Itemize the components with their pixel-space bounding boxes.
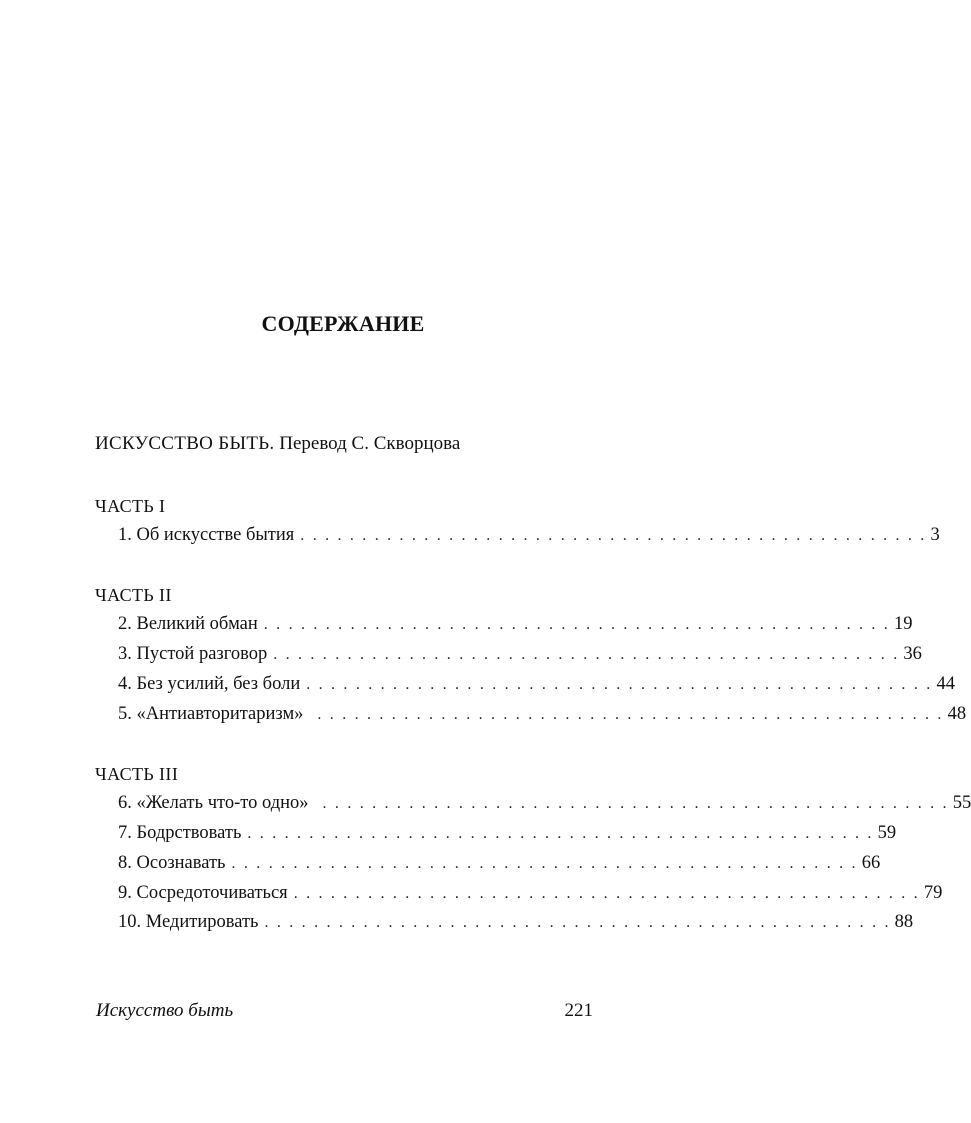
toc-entry[interactable] [118,823,897,849]
toc-entry[interactable] [118,853,881,879]
toc-entry[interactable] [118,704,967,730]
toc-entry-title: 6. «Желать что-то одно» [118,793,309,813]
toc-entry-page: 44 [936,674,955,694]
book-heading [95,433,460,455]
dot-leader: . . . . . . . . . . . . . . . . . . . . . . . . . . . . . . . . . . . . . . . . . . . . . . . . . . . [306,676,933,693]
toc-entry-page: 3 [930,525,940,545]
toc-entry-title: 7. Бодрствовать [118,823,242,843]
toc-entry-page: 59 [877,823,897,843]
toc-entry[interactable] [118,883,943,909]
part-heading-2: ЧАСТЬ II [95,585,172,605]
toc-entry[interactable] [118,912,914,938]
toc-entry-page: 36 [903,644,922,664]
toc-entry[interactable] [118,644,922,670]
dot-leader: . . . . . . . . . . . . . . . . . . . . . . . . . . . . . . . . . . . . . . . . . . . . . . . . . . . [264,914,891,931]
part-heading-1: ЧАСТЬ I [95,496,166,516]
dot-leader: . . . . . . . . . . . . . . . . . . . . . . . . . . . . . . . . . . . . . . . . . . . . . . . . . . . [263,616,890,633]
toc-entry-page: 88 [894,912,914,932]
toc-entry-page: 48 [947,704,967,724]
dot-leader: . . . . . . . . . . . . . . . . . . . . . . . . . . . . . . . . . . . . . . . . . . . . . . . . . . . [317,706,944,723]
dot-leader: . . . . . . . . . . . . . . . . . . . . . . . . . . . . . . . . . . . . . . . . . . . . . . . . . . . [293,885,920,902]
page-number: 221 [564,1000,593,1021]
book-translator: Перевод С. Скворцова [279,433,461,454]
dot-leader: . . . . . . . . . . . . . . . . . . . . . . . . . . . . . . . . . . . . . . . . . . . . . . . . . . . [273,646,900,663]
dot-leader: . . . . . . . . . . . . . . . . . . . . . . . . . . . . . . . . . . . . . . . . . . . . . . . . . . . [300,527,927,544]
toc-entry[interactable] [118,793,971,819]
toc-entry-title: 8. Осознавать [118,853,226,873]
toc-entry-title: 10. Медитировать [118,912,259,932]
toc-entry-title: 1. Об искусстве бытия [118,525,295,545]
page-title: СОДЕРЖАНИЕ [261,311,425,336]
toc-entry-page: 19 [893,614,913,634]
toc-entry-title: 2. Великий обман [118,614,258,634]
dot-leader: . . . . . . . . . . . . . . . . . . . . . . . . . . . . . . . . . . . . . . . . . . . . . . . . . . . [231,855,858,872]
toc-entry-title: 9. Сосредоточиваться [118,883,288,903]
dot-leader: . . . . . . . . . . . . . . . . . . . . . . . . . . . . . . . . . . . . . . . . . . . . . . . . . . . [247,825,874,842]
running-title: Искусство быть [96,1000,234,1021]
toc-entry[interactable] [118,614,913,640]
toc-entry-title: 4. Без усилий, без боли [118,674,301,694]
toc-entry-page: 79 [923,883,943,903]
toc-entry[interactable] [118,674,955,700]
toc-entry-title: 3. Пустой разговор [118,644,268,664]
toc-entry[interactable] [118,525,940,551]
toc-entry-page: 55 [952,793,971,813]
dot-leader: . . . . . . . . . . . . . . . . . . . . . . . . . . . . . . . . . . . . . . . . . . . . . . . . . . . [322,795,949,812]
part-heading-3: ЧАСТЬ III [95,764,179,784]
toc-entry-page: 66 [861,853,881,873]
toc-entry-title: 5. «Антиавторитаризм» [118,704,304,724]
book-title: ИСКУССТВО БЫТЬ. [95,433,275,454]
